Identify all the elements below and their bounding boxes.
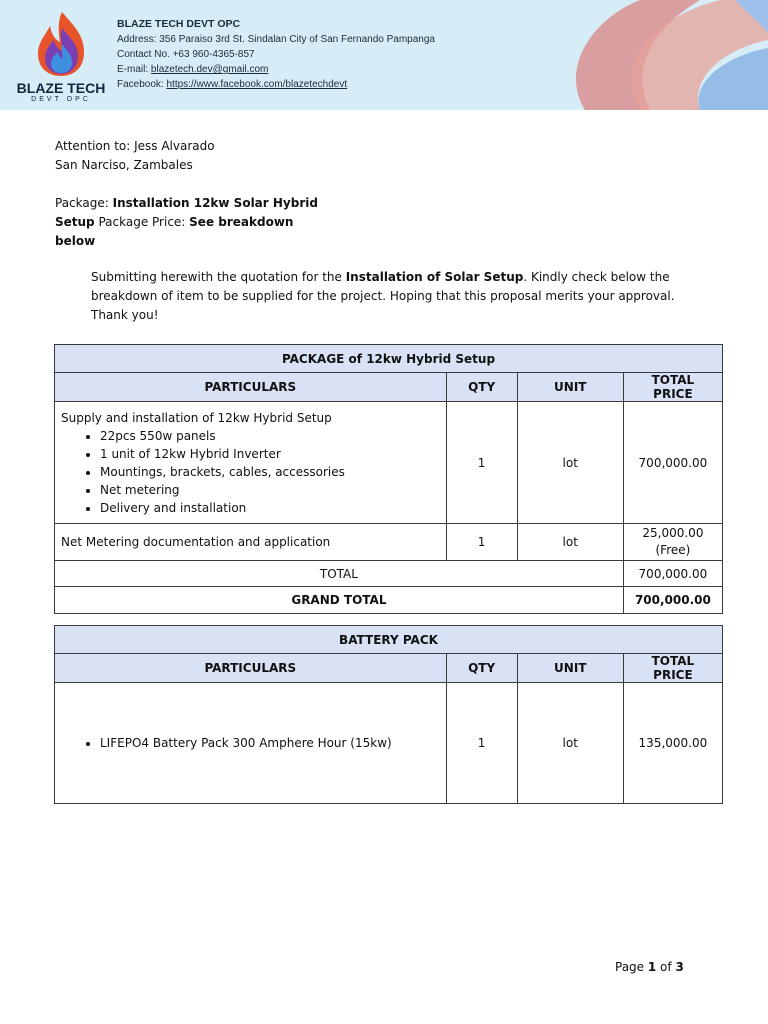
row-qty: 1 [446, 683, 517, 804]
company-name: BLAZE TECH DEVT OPC [117, 18, 241, 30]
logo-subtitle: DEVT OPC [31, 96, 91, 103]
grand-total-label: GRAND TOTAL [55, 587, 624, 614]
col-qty: QTY [446, 373, 517, 402]
package-price-label: Package Price: [94, 215, 190, 229]
total-label: TOTAL [55, 561, 624, 587]
company-address: Address: 356 Paraiso 3rd St. Sindalan City of San Fernando Pampanga [117, 34, 435, 45]
list-item: • LIFEPO4 Battery Pack 300 Amphere Hour (15kw) [100, 734, 440, 752]
row-particulars: Net Metering documentation and application [55, 524, 447, 561]
row-unit: lot [517, 683, 623, 804]
total-row [55, 561, 723, 587]
company-contact: Contact No. +63 960-4365-857 [117, 49, 255, 60]
package-line-2 [55, 213, 715, 232]
row-particulars [55, 402, 447, 524]
row-price-value: 25,000.00 [642, 526, 704, 540]
package-price-part2: below [55, 234, 96, 248]
intro-paragraph [91, 268, 681, 325]
battery-table-header [55, 654, 723, 683]
package-table [54, 344, 723, 614]
row-unit: lot [517, 524, 623, 561]
page-current: 1 [647, 960, 657, 974]
page-total: 3 [675, 960, 684, 974]
col-unit: UNIT [517, 373, 623, 402]
grand-total-row [55, 587, 723, 614]
package-price-part1: See breakdown [189, 215, 294, 229]
col-total-price: TOTAL PRICE [623, 654, 722, 683]
email-label: E-mail: [117, 64, 151, 75]
facebook-link[interactable]: https://www.facebook.com/blazetechdevt [166, 79, 348, 90]
list-item: • 1 unit of 12kw Hybrid Inverter [100, 445, 440, 463]
facebook-label: Facebook: [117, 79, 167, 90]
list-item: • Mountings, brackets, cables, accessories [100, 463, 440, 481]
company-facebook-line [117, 77, 435, 92]
col-unit: UNIT [517, 654, 623, 683]
company-email-line [117, 62, 435, 77]
table-row [55, 402, 723, 524]
company-logo [16, 10, 106, 106]
letter-body [55, 137, 715, 325]
row-qty: 1 [446, 402, 517, 524]
bullet-list [61, 427, 440, 517]
row-price: 135,000.00 [623, 683, 722, 804]
page-label: Page [615, 960, 648, 974]
row-unit: lot [517, 402, 623, 524]
row-qty: 1 [446, 524, 517, 561]
intro-post: . Kindly check below the breakdown of item to be supplied for the project. Hoping that this proposal merits your approval. Thank you! [91, 270, 675, 322]
company-details [117, 17, 435, 92]
grand-total-value: 700,000.00 [623, 587, 722, 614]
recipient-location: San Narciso, Zambales [55, 158, 193, 172]
row-price [623, 524, 722, 561]
list-item: • 22pcs 550w panels [100, 427, 440, 445]
package-label: Package: [55, 196, 113, 210]
col-particulars: PARTICULARS [55, 654, 447, 683]
row-description: Supply and installation of 12kw Hybrid Setup [61, 410, 332, 425]
list-item: • Delivery and installation [100, 499, 440, 517]
email-link[interactable]: blazetech.dev@gmail.com [150, 64, 269, 75]
table-row [55, 524, 723, 561]
intro-bold: Installation of Solar Setup [345, 270, 524, 284]
page-of: of [656, 960, 676, 974]
col-qty: QTY [446, 654, 517, 683]
flame-icon [32, 10, 90, 78]
total-value: 700,000.00 [623, 561, 722, 587]
letterhead [0, 0, 768, 110]
col-total-price: TOTAL PRICE [623, 373, 722, 402]
package-table-header [55, 373, 723, 402]
row-particulars [55, 683, 447, 804]
battery-table-title: BATTERY PACK [55, 626, 723, 654]
row-price-note: (Free) [655, 543, 691, 557]
package-table-title: PACKAGE of 12kw Hybrid Setup [55, 345, 723, 373]
battery-table [54, 625, 723, 804]
list-item: • Net metering [100, 481, 440, 499]
page-number [615, 960, 684, 974]
intro-pre: Submitting herewith the quotation for the [91, 270, 346, 284]
logo-wordmark: BLAZE TECH [16, 80, 106, 96]
package-name-part2: Setup [55, 215, 95, 229]
col-particulars: PARTICULARS [55, 373, 447, 402]
package-name-part1: Installation 12kw Solar Hybrid [112, 196, 318, 210]
bullet-list [61, 734, 440, 752]
package-line-3 [55, 232, 715, 251]
attention-line: Attention to: Jess Alvarado [55, 139, 215, 153]
table-row [55, 683, 723, 804]
package-line [55, 194, 715, 213]
row-price: 700,000.00 [623, 402, 722, 524]
